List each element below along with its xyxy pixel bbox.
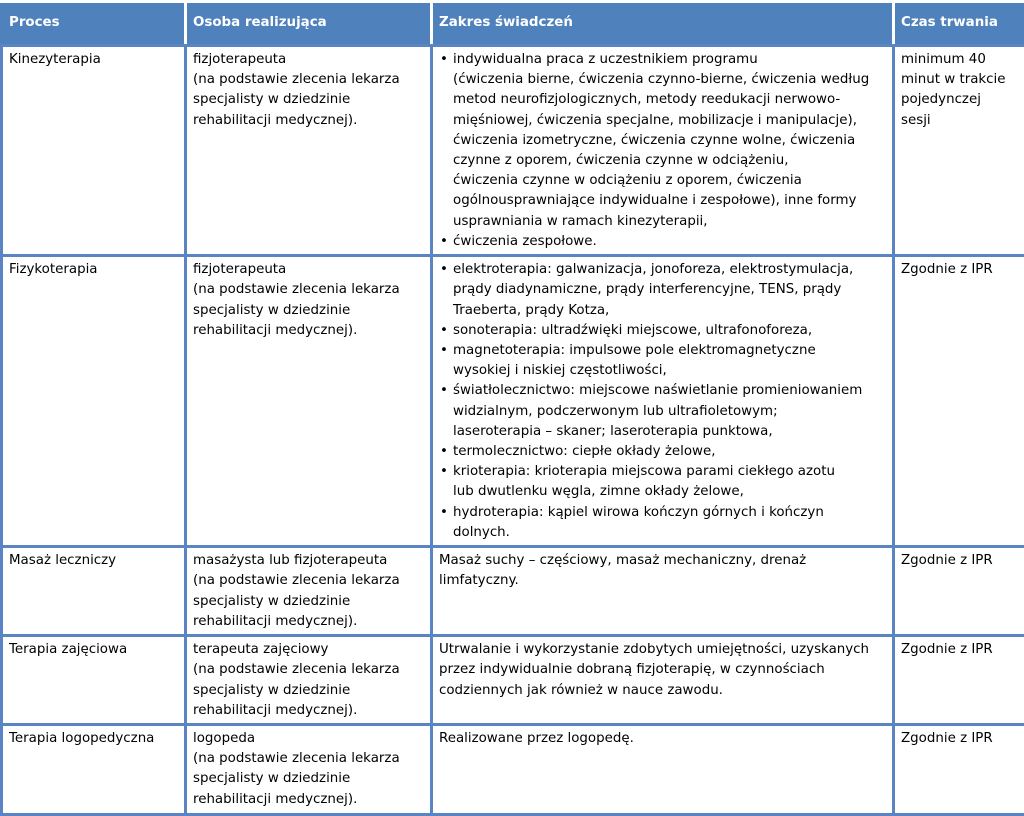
process-cell: Fizykoterapia (2, 256, 186, 547)
process-cell: Terapia logopedyczna (2, 724, 186, 814)
list-item: • światłolecznictwo: miejscowe naświetlanie promieniowaniem widzialnym, podczerwonym lub ultrafioletowym; laseroterapia – skaner; laseroterapia punktowa, (439, 381, 886, 442)
person-line: specjalisty w dziedzinie (193, 92, 351, 108)
scope-cell: Masaż suchy – częściowy, masaż mechaniczny, drenaż limfatyczny. (432, 547, 894, 636)
scope-cell: Utrwalanie i wykorzystanie zdobytych umiejętności, uzyskanych przez indywidualnie dobraną fizjoterapię, w czynnościach codziennych jak również w nauce zawodu. (432, 636, 894, 725)
table-row (2, 256, 1024, 547)
person-line: specjalisty w dziedzinie (193, 682, 351, 698)
table-row (2, 46, 1024, 256)
list-item: • magnetoterapia: impulsowe pole elektromagnetyczne wysokiej i niskiej częstotliwości, (439, 341, 886, 381)
list-item: • elektroterapia: galwanizacja, jonoforeza, elektrostymulacja, prądy diadynamiczne, prądy interferencyjne, TENS, prądy Traeberta, prądy Kotza, (439, 260, 886, 321)
list-item: • ćwiczenia zespołowe. (439, 232, 886, 252)
duration-cell: Zgodnie z IPR (894, 724, 1024, 814)
person-line: (na podstawie zlecenia lekarza (193, 72, 400, 88)
person-line: specjalisty w dziedzinie (193, 771, 351, 787)
person-line: masażysta lub fizjoterapeuta (193, 553, 388, 569)
person-line: rehabilitacji medycznej). (193, 791, 358, 807)
person-cell (186, 46, 432, 256)
table-row (2, 547, 1024, 636)
person-line: (na podstawie zlecenia lekarza (193, 751, 400, 767)
person-line: rehabilitacji medycznej). (193, 112, 358, 128)
duration-cell: Zgodnie z IPR (894, 547, 1024, 636)
person-line: rehabilitacji medycznej). (193, 702, 358, 718)
table-row (2, 636, 1024, 725)
header-scope: Zakres świadczeń (432, 2, 894, 46)
duration-cell: Zgodnie z IPR (894, 636, 1024, 725)
scope-list (439, 260, 886, 543)
person-cell (186, 636, 432, 725)
person-line: (na podstawie zlecenia lekarza (193, 573, 400, 589)
scope-cell (432, 46, 894, 256)
person-line: rehabilitacji medycznej). (193, 322, 358, 338)
duration-cell: minimum 40 minut w trakcie pojedynczej sesji (894, 46, 1024, 256)
person-line: fizjoterapeuta (193, 52, 287, 67)
person-line: logopeda (193, 730, 256, 746)
process-cell: Masaż leczniczy (2, 547, 186, 636)
person-line: specjalisty w dziedzinie (193, 593, 351, 609)
list-item: • termolecznictwo: ciepłe okłady żelowe, (439, 442, 886, 462)
person-cell (186, 724, 432, 814)
person-line: (na podstawie zlecenia lekarza (193, 282, 400, 298)
process-cell: Kinezyterapia (2, 46, 186, 256)
list-item: • indywidualna praca z uczestnikiem programu (ćwiczenia bierne, ćwiczenia czynno-bierne, ćwiczenia według metod neurofizjologicznych, metody reedukacji nerwowo- mięśniowej, ćwiczenia specjalne, mobilizacje i manipulacje), ćwiczenia izometryczne, ćwiczenia czynne wolne, ćwiczenia czynne z oporem, ćwiczenia czynne w odciążeniu, ćwiczenia czynne w odciążeniu z oporem, ćwiczenia ogólnousprawniające indywidualne i zespołowe), inne formy usprawniania w ramach kinezyterapii, (439, 50, 886, 232)
person-cell (186, 256, 432, 547)
person-line: fizjoterapeuta (193, 262, 287, 278)
table-row (2, 724, 1024, 814)
person-line: specjalisty w dziedzinie (193, 302, 351, 318)
list-item: • krioterapia: krioterapia miejscowa parami ciekłego azotu lub dwutlenku węgla, zimne okłady żelowe, (439, 462, 886, 502)
header-process: Proces (2, 2, 186, 46)
list-item: • sonoterapia: ultradźwięki miejscowe, ultrafonoforeza, (439, 321, 886, 341)
header-duration: Czas trwania (894, 2, 1024, 46)
process-cell: Terapia zajęciowa (2, 636, 186, 725)
scope-list (439, 50, 886, 252)
person-line: (na podstawie zlecenia lekarza (193, 662, 400, 678)
duration-cell: Zgodnie z IPR (894, 256, 1024, 547)
list-item: • hydroterapia: kąpiel wirowa kończyn górnych i kończyn dolnych. (439, 503, 886, 543)
scope-cell: Realizowane przez logopedę. (432, 724, 894, 814)
person-line: terapeuta zajęciowy (193, 642, 329, 658)
person-cell (186, 547, 432, 636)
person-line: rehabilitacji medycznej). (193, 613, 358, 629)
scope-cell (432, 256, 894, 547)
header-row (2, 2, 1024, 46)
header-person: Osoba realizująca (186, 2, 432, 46)
